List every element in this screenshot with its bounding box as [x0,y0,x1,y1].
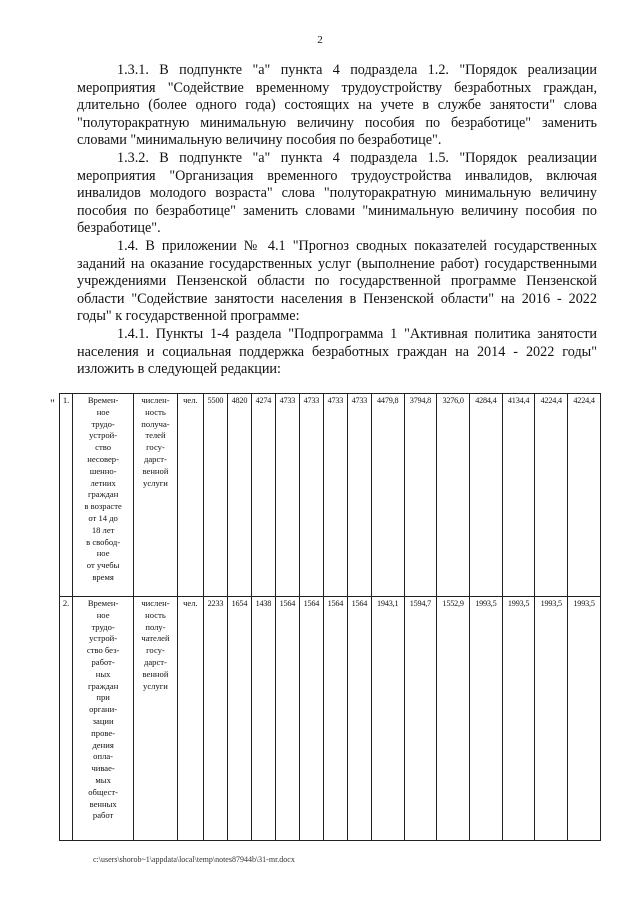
service-name-line: устрой- [89,430,118,441]
service-name-line: общест- [88,786,118,797]
service-name-line: опла- [93,751,114,762]
service-name-line: работ- [91,656,115,667]
indicator-name-line: числен- [141,395,170,405]
table-row [60,597,601,841]
value-cell: 5500 [203,394,227,597]
service-name-line: в свобод- [86,536,121,547]
value-cell: 2233 [203,597,227,841]
service-name-cell [73,597,134,841]
service-name-line: Времен- [87,395,119,405]
indicator-name-line: получа- [141,418,170,429]
indicator-name-line: госу- [146,645,165,656]
paragraph-1-4-1: 1.4.1. Пункты 1-4 раздела "Подпрограмма 1 "Активная политика занятости населения и социальная поддержка безработных граждан на 2014 - 2022 годы" изложить в следующей редакции: [77,325,597,378]
indicator-name-line: полу- [145,621,166,632]
value-cell: 1564 [347,597,371,841]
value-cell: 1594,7 [404,597,437,841]
value-cell: 1438 [251,597,275,841]
indicator-name-line: ность [145,609,166,620]
value-cell: 1564 [275,597,299,841]
unit-cell: чел. [177,597,203,841]
value-cell: 4224,4 [568,394,601,597]
value-cell: 4733 [323,394,347,597]
service-name-line: граждан [87,489,119,500]
service-name-line: ное [96,609,110,620]
value-cell: 1943,1 [371,597,404,841]
value-cell: 4733 [275,394,299,597]
file-path-footer: c:\users\shorob~1\appdata\local\temp\notes87944b\31-mr.docx [93,855,295,864]
unit-cell: чел. [177,394,203,597]
value-cell: 4134,4 [502,394,535,597]
paragraph-1-3-2: 1.3.2. В подпункте "а" пункта 4 подраздела 1.5. "Порядок реализации мероприятия "Организация временного трудоустройства инвалидов, включая инвалидов молодого возраста" слова "полуторакратную минимальную величину пособия по безработице" заменить словами "минимальную величину пособия по безработице". [77,149,597,237]
value-cell: 3276,0 [437,394,470,597]
value-cell: 1993,5 [535,597,568,841]
indicator-name-cell [134,394,178,597]
row-number-cell: 1. [60,394,73,597]
value-cell: 1654 [227,597,251,841]
service-name-line: ство [95,442,112,453]
service-name-line: от 14 до [88,512,118,523]
indicator-name-line: дарст- [144,656,167,667]
page-number: 2 [317,34,323,46]
row-number-cell: 2. [60,597,73,841]
document-body [77,62,597,379]
opening-quote-mark: " [50,396,55,410]
service-name-line: трудо- [91,621,115,632]
value-cell: 1564 [299,597,323,841]
service-name-line: в возрасте [84,501,122,512]
indicator-name-line: дарст- [144,453,167,464]
indicator-name-line: госу- [146,442,165,453]
service-name-line: ное [96,548,110,559]
service-name-line: несовер- [87,453,119,464]
value-cell: 1993,5 [568,597,601,841]
value-cell: 4820 [227,394,251,597]
indicator-name-line: телей [145,430,166,441]
value-cell: 4284,4 [470,394,503,597]
paragraph-1-4: 1.4. В приложении № 4.1 "Прогноз сводных показателей государственных заданий на оказание государственных услуг (выполнение работ) государственными учреждениями Пензенской области по государственной программе Пензенской области "Содействие занятости населения в Пензенской области" на 2016 - 2022 годы" к государственной программе: [77,237,597,325]
value-cell: 4274 [251,394,275,597]
service-name-line: летних [90,477,116,488]
value-cell: 4479,8 [371,394,404,597]
indicators-table [59,393,601,841]
service-name-line: прове- [91,727,116,738]
value-cell: 1564 [323,597,347,841]
indicator-name-line: числен- [141,598,170,608]
value-cell: 1993,5 [470,597,503,841]
service-name-line: трудо- [91,418,115,429]
service-name-line: ных [95,668,111,679]
value-cell: 4733 [347,394,371,597]
value-cell: 1993,5 [502,597,535,841]
service-name-line: ство без- [86,645,120,656]
service-name-line: устрой- [89,633,118,644]
service-name-line: время [92,571,114,582]
indicator-name-line: услуги [143,477,168,488]
service-name-line: 18 лет [91,524,115,535]
indicator-name-line: ность [145,406,166,417]
service-name-line: венных [89,798,117,809]
value-cell: 4733 [299,394,323,597]
service-name-line: дения [92,739,114,750]
value-cell: 4224,4 [535,394,568,597]
table-row [60,394,601,597]
service-name-line: граждан [87,680,119,691]
service-name-line: работ [92,810,114,821]
indicator-name-line: услуги [143,680,168,691]
service-name-line: от учебы [86,560,120,571]
indicator-name-line: венной [142,668,169,679]
service-name-line: при [96,692,110,703]
indicator-name-cell [134,597,178,841]
indicator-name-line: венной [142,465,169,476]
paragraph-1-3-1: 1.3.1. В подпункте "а" пункта 4 подраздела 1.2. "Порядок реализации мероприятия "Содействие временному трудоустройству безработных граждан, длительно (более одного года) состоящих на учете в службе занятости" слова "полуторакратную минимальную величину пособия по безработице" заменить словами "минимальную величину пособия по безработице". [77,62,597,149]
service-name-line: мых [95,774,111,785]
value-cell: 3794,8 [404,394,437,597]
service-name-line: Времен- [87,598,119,608]
service-name-line: шенно- [89,465,117,476]
service-name-cell [73,394,134,597]
service-name-line: зации [92,715,114,726]
service-name-line: чивае- [91,763,115,774]
indicator-name-line: чателей [141,633,170,644]
service-name-line: органи- [89,704,118,715]
service-name-line: ное [96,406,110,417]
value-cell: 1552,9 [437,597,470,841]
